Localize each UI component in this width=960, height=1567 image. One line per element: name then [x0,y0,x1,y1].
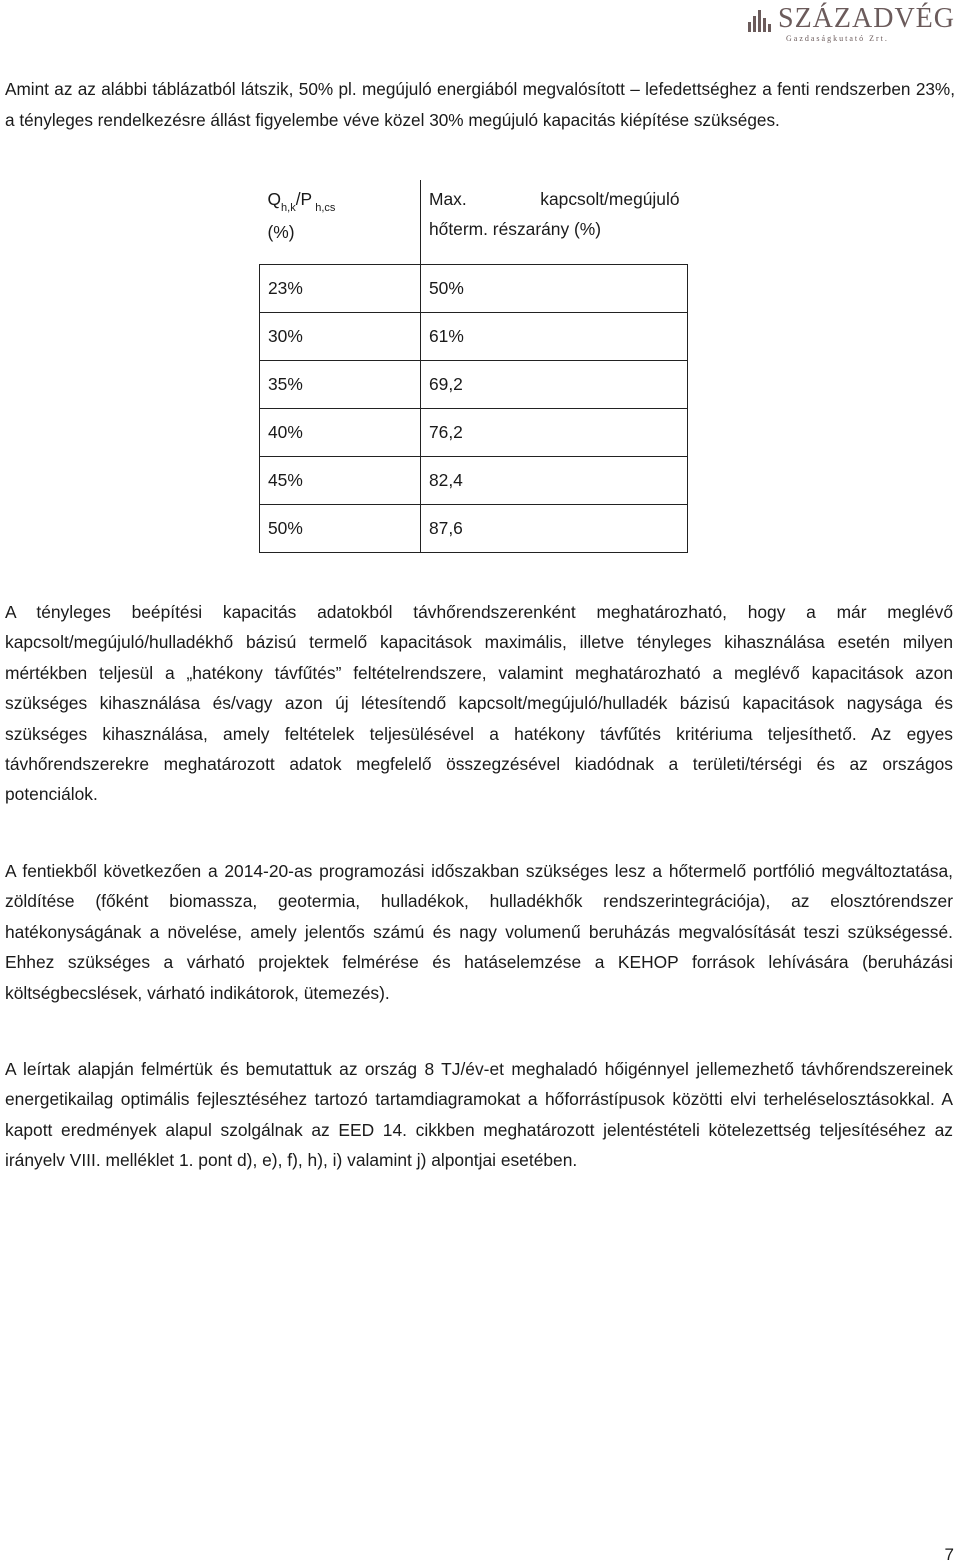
col2-header: Max. kapcsolt/megújuló hőterm. részarány (%) [421,180,688,265]
table-row [260,361,688,409]
col1-header: $Q_{h,k}/P$ $_{h,cs}$ (%) [267,189,336,242]
logo-subtitle: Gazdaságkutató Zrt. [786,34,889,43]
table-row [260,265,688,313]
body-paragraph-2: A fentiekből következően a 2014-20-as programozási időszakban szükséges lesz a hőtermelő portfólió megváltoztatása, zöldítése (főként biomassza, geotermia, hulladékok, hulladékhők rendszerintegrációja), az elosztórendszer hatékonyságának a növelése, amely jelentős számú és nagy volumenű beruházás megvalósítását teszi szükségessé. Ehhez szükséges a várható projektek felmérése és hatáselemzése a KEHOP források lehívására (beruházási költségbecslések, várható indikátorok, ütemezés). [5,861,953,1003]
ratio-table [259,180,688,553]
table-cell: 23% [260,265,421,313]
logo-bars-icon [748,10,772,32]
table-cell: 61% [421,313,688,361]
table-cell: 50% [260,505,421,553]
intro-paragraph: Amint az az alábbi táblázatból látszik, 50% pl. megújuló energiából megvalósított – lefedettséghez a fenti rendszerben 23%, a tényleges rendelkezésre állást figyelembe véve közel 30% megújuló kapacitás kiépítése szükséges. [5,79,955,130]
table-cell: 76,2 [421,409,688,457]
table-cell: 45% [260,457,421,505]
table-header-row [260,180,688,265]
table-row [260,505,688,553]
table-cell: 69,2 [421,361,688,409]
page-number: 7 [944,1545,954,1564]
table-cell: 35% [260,361,421,409]
table-row [260,457,688,505]
logo-name: SZÁZADVÉG [778,3,955,34]
table-cell: 40% [260,409,421,457]
table-cell: 87,6 [421,505,688,553]
table-cell: 50% [421,265,688,313]
table-cell: 30% [260,313,421,361]
company-logo [748,3,955,44]
table-row [260,409,688,457]
table-row [260,313,688,361]
body-paragraph-3: A leírtak alapján felmértük és bemutattuk az ország 8 TJ/év-et meghaladó hőigénnyel jellemezhető távhőrendszereinek energetikailag optimális fejlesztéséhez tartozó tartamdiagramokat a hőforrástípusok közötti elvi terheléselosztásokkal. A kapott eredmények alapul szolgálnak az EED 14. cikkben meghatározott jelentéstételi kötelezettség teljesítéséhez az irányelv VIII. melléklet 1. pont d), e), f), h), i) valamint j) alpontjai esetében. [5,1059,953,1171]
table-cell: 82,4 [421,457,688,505]
body-paragraph-1: A tényleges beépítési kapacitás adatokból távhőrendszerenként meghatározható, hogy a már meglévő kapcsolt/megújuló/hulladékhő bázisú termelő kapacitások maximális, illetve tényleges kihasználása esetén milyen mértékben teljesül a „hatékony távfűtés” feltételrendszere, valamint meghatározható a meglévő kapacitások azon szükséges kihasználása és/vagy azon új létesítendő kapcsolt/megújuló/hulladék bázisú kapacitások nagysága és szükséges kihasználása, amely feltételek teljesülésével a hatékony távfűtés kritériuma teljesíthető. Az egyes távhőrendszerekre meghatározott adatok megfelelő összegzésével kiadódnak a területi/térségi és az országos potenciálok. [5,602,953,805]
